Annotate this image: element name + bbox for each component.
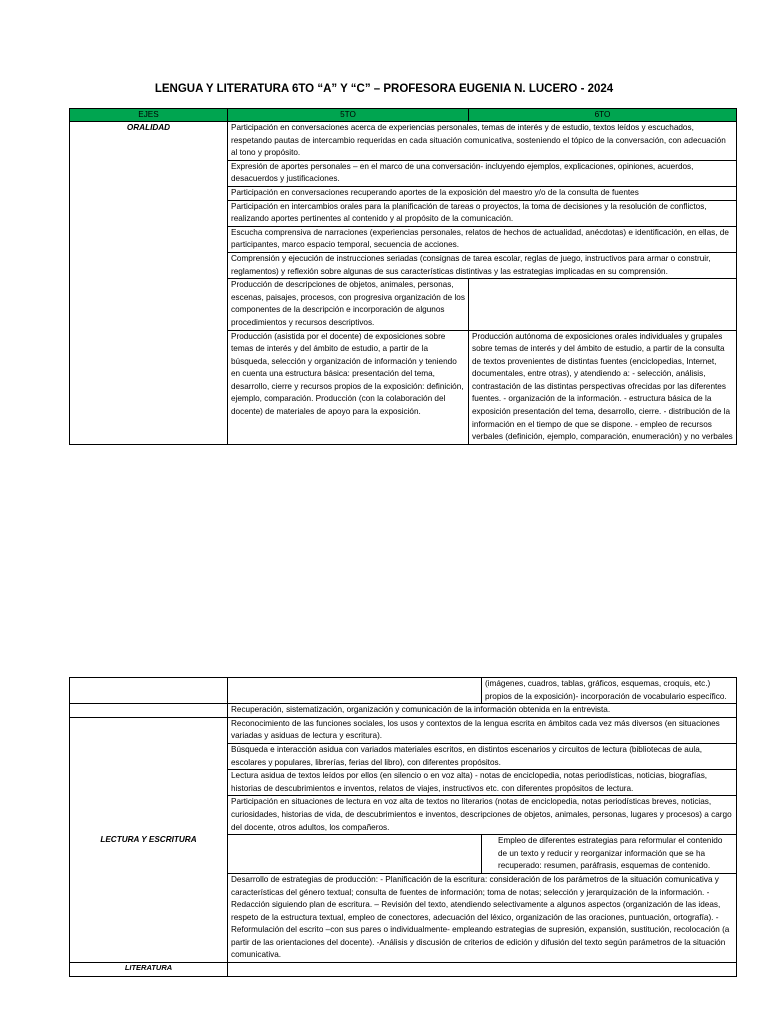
table-cell: Participación en situaciones de lectura en voz alta de textos no literarios (notas de enciclopedia, notas periodísticas breves, noticias, curiosidades, historias de vida, de descubrimientos e inventos, descripciones de objetos, animales, personas, lugares y procesos) a cargo del docente, otros adultos, los compañeros. xyxy=(228,796,737,835)
header-ejes: EJES xyxy=(70,109,228,122)
empty-cell xyxy=(70,704,228,718)
document-title: LENGUA Y LITERATURA 6TO “A” Y “C” – PROFESORA EUGENIA N. LUCERO - 2024 xyxy=(154,83,614,95)
header-5to: 5TO xyxy=(228,109,469,122)
table-cell: Producción (asistida por el docente) de exposiciones sobre temas de interés y del ámbito de estudio, a partir de la búsqueda, selección y organización de información y teniendo en cuenta una estructura básica: presentación del tema, desarrollo, cierre y recursos propios de la exposición: definición, ejemplo, comparación. Producción (con la colaboración del docente) de materiales de apoyo para la exposición. xyxy=(228,330,469,444)
empty-cell xyxy=(228,835,482,874)
table-cell: Desarrollo de estrategias de producción: - Planificación de la escritura: consideración de los parámetros de la situación comunicativa y características del género textual; consulta de fuentes de información; toma de notas; selección y jerarquización de la información. - Redacción siguiendo plan de escritura. – Revisión del texto, atendiendo selectivamente a algunos aspectos (organización de las ideas, respeto de la estructura textual, empleo de conectores, adecuación del léxico, organización de las oraciones, puntuación, ortografía). - Reformulación del escrito –con sus pares o individualmente- empleando estrategias de supresión, expansión, sustitución, recolocación (a partir de las orientaciones del docente). -Análisis y discusión de criterios de edición y difusión del texto según parámetros de la situación comunicativa. xyxy=(228,873,737,962)
table-cell: Participación en conversaciones acerca de experiencias personales, temas de interés y de estudio, textos leídos y escuchados, respetando pautas de intercambio requeridas en cada situación comunicativa, sosteniendo el tópico de la conversación, con adecuación al tono y propósito. xyxy=(228,122,737,161)
curriculum-table-lectura xyxy=(69,677,737,977)
table-row xyxy=(70,678,737,704)
table-row xyxy=(70,704,737,718)
table-cell: Producción de descripciones de objetos, animales, personas, escenas, paisajes, procesos, con progresiva organización de los componentes de la descripción e incorporación de algunos procedimientos y recursos descriptivos. xyxy=(228,279,469,330)
header-6to: 6TO xyxy=(469,109,737,122)
table-cell: Reconocimiento de las funciones sociales, los usos y contextos de la lengua escrita en ámbitos cada vez más diversos (en situaciones variadas y asiduas de lectura y escritura). xyxy=(228,717,737,743)
table-cell: Recuperación, sistematización, organización y comunicación de la información obtenida en la entrevista. xyxy=(228,704,737,718)
table-cell: Empleo de diferentes estrategias para reformular el contenido de un texto y reducir y reorganizar información que se ha recuperado: resumen, paráfrasis, esquemas de contenido. xyxy=(482,835,737,874)
eje-lectura-escritura: LECTURA Y ESCRITURA xyxy=(70,717,228,962)
table-cell: Expresión de aportes personales – en el marco de una conversación- incluyendo ejemplos, explicaciones, opiniones, acuerdos, desacuerdos y justificaciones. xyxy=(228,160,737,186)
eje-literatura: LITERATURA xyxy=(70,963,228,977)
table-cell: Participación en intercambios orales para la planificación de tareas o proyectos, la toma de decisiones y la resolución de conflictos, realizando aportes pertinentes al contenido y al propósito de la comunicación. xyxy=(228,200,737,226)
table-cell: (imágenes, cuadros, tablas, gráficos, esquemas, croquis, etc.) propios de la exposición)- incorporación de vocabulario específico. xyxy=(482,678,737,704)
table-cell: Participación en conversaciones recuperando aportes de la exposición del maestro y/o de la consulta de fuentes xyxy=(228,186,737,200)
table-row xyxy=(70,963,737,977)
table-cell: Búsqueda e interacción asidua con variados materiales escritos, en distintos escenarios y circuitos de lectura (bibliotecas de aula, escolares y populares, librerías, ferias del libro), con diferentes propósitos. xyxy=(228,743,737,769)
empty-cell xyxy=(228,678,482,704)
table-cell xyxy=(228,963,737,977)
table-row xyxy=(70,717,737,743)
table-cell: Lectura asidua de textos leídos por ellos (en silencio o en voz alta) - notas de enciclopedia, notas periodísticas, noticias, biografías, historias de descubrimientos e inventos, relatos de viajes, instructivos etc. con diferentes propósitos de lectura. xyxy=(228,770,737,796)
empty-cell xyxy=(70,678,228,704)
eje-oralidad: ORALIDAD xyxy=(70,122,228,445)
table-cell: Producción autónoma de exposiciones orales individuales y grupales sobre temas de interés y del ámbito de estudio, a partir de la consulta de textos provenientes de distintas fuentes (enciclopedias, Internet, documentales, entre otras), y atendiendo a: - selección, análisis, contrastación de las distintas perspectivas ofrecidas por las diferentes fuentes. - organización de la información. - estructura básica de la exposición presentación del tema, desarrollo, cierre. - distribución de la información en el tiempo de que se dispone. - empleo de recursos verbales (definición, ejemplo, comparación, enumeración) y no verbales xyxy=(469,330,737,444)
table-cell: Comprensión y ejecución de instrucciones seriadas (consignas de tarea escolar, reglas de juego, instructivos para armar o construir, reglamentos) y reflexión sobre algunas de sus características distintivas y las estrategias implicadas en su comprensión. xyxy=(228,252,737,278)
table-cell: Escucha comprensiva de narraciones (experiencias personales, relatos de hechos de actualidad, anécdotas) e identificación, en ellas, de participantes, marco espacio temporal, secuencia de acciones. xyxy=(228,226,737,252)
